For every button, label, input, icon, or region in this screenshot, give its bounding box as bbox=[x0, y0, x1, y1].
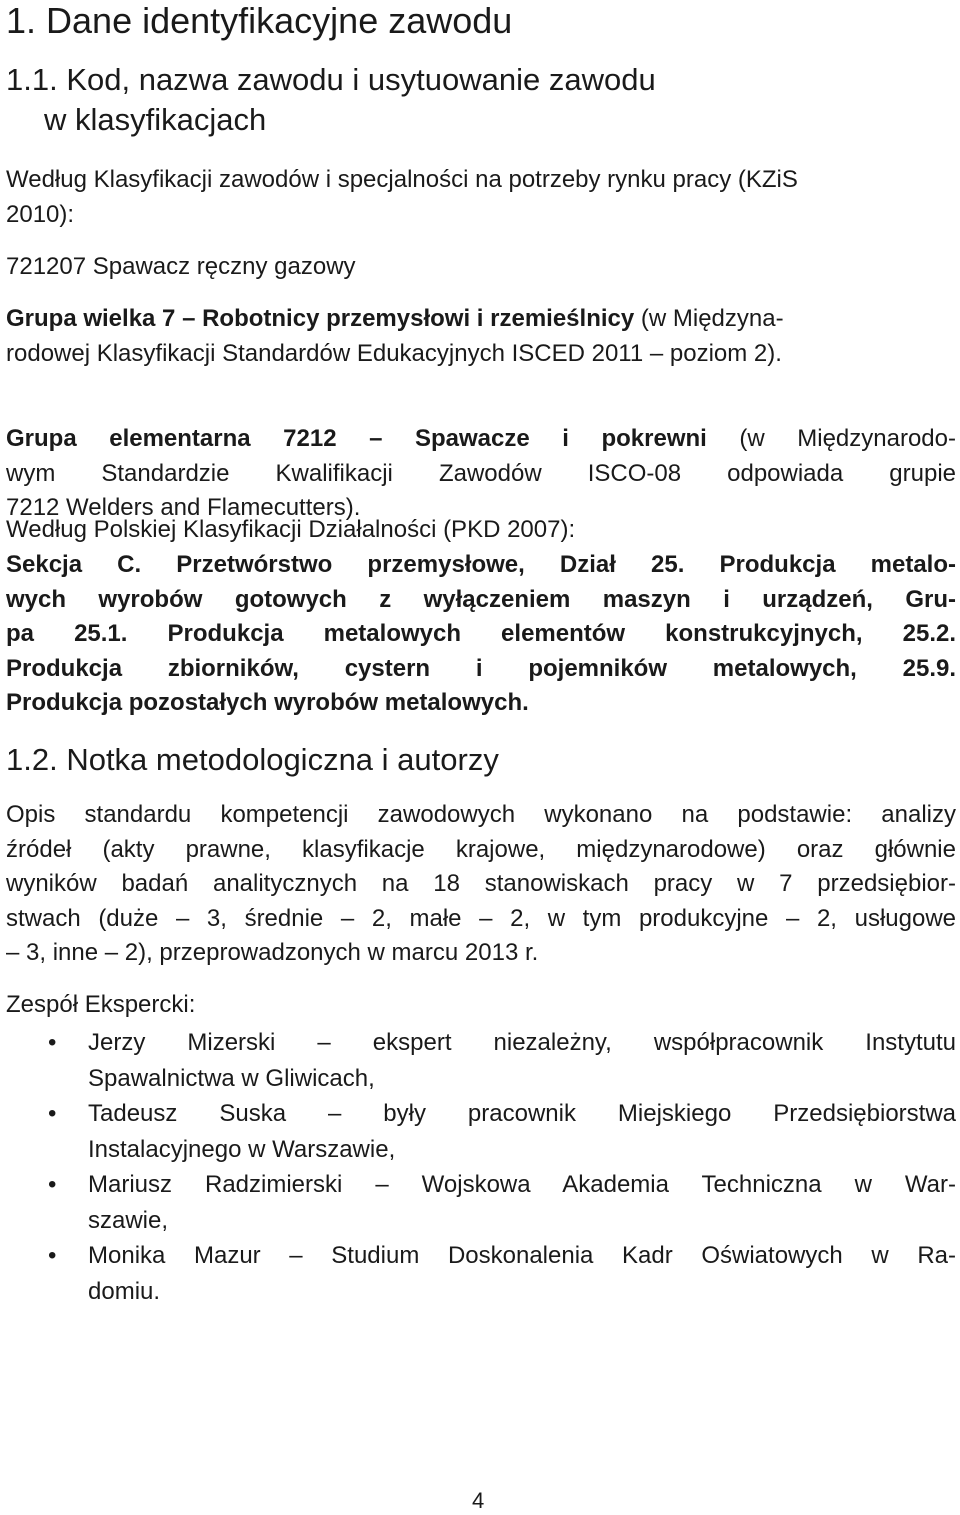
expert-line1: Mariusz Radzimierski – Wojskowa Akademia Techniczna w War- bbox=[88, 1171, 956, 1198]
pkd-line3: pa 25.1. Produkcja metalowych elementów konstrukcyjnych, 25.2. bbox=[6, 620, 956, 647]
expert-line1: Jerzy Mizerski – ekspert niezależny, współpracownik Instytutu bbox=[88, 1029, 956, 1056]
grupa-elementarna-bold: Grupa elementarna 7212 – Spawacze i pokrewni bbox=[6, 425, 707, 452]
expert-line2: szawie, bbox=[88, 1206, 169, 1234]
grupa-elementarna-rest: (w Międzynarodo- bbox=[706, 425, 956, 452]
pkd-intro bbox=[6, 513, 956, 548]
grupa-wielka-line1 bbox=[6, 302, 956, 337]
grupa-elementarna-paragraph bbox=[6, 422, 956, 526]
expert-team-label bbox=[6, 988, 956, 1023]
methodology-line2: źródeł (akty prawne, klasyfikacje krajowe, międzynarodowe) oraz głównie bbox=[6, 835, 956, 863]
methodology-line4: stwach (duże – 3, średnie – 2, małe – 2, w tym produkcyjne – 2, usługowe bbox=[6, 904, 956, 932]
methodology-paragraph bbox=[6, 798, 956, 971]
occupation-code-line: 721207 Spawacz ręczny gazowy bbox=[6, 253, 356, 280]
pkd-line1: Sekcja C. Przetwórstwo przemysłowe, Dział 25. Produkcja metalo- bbox=[6, 551, 956, 578]
chapter-heading: 1. Dane identyfikacyjne zawodu bbox=[6, 0, 513, 41]
expert-line1: Tadeusz Suska – były pracownik Miejskiego Przedsiębiorstwa bbox=[88, 1100, 956, 1127]
kzis-intro-line1: Według Klasyfikacji zawodów i specjalności na potrzeby rynku pracy (KZiS bbox=[6, 166, 798, 193]
pkd-line2: wych wyrobów gotowych z wyłączeniem maszyn i urządzeń, Gru- bbox=[6, 585, 956, 613]
methodology-line1: Opis standardu kompetencji zawodowych wykonano na podstawie: analizy bbox=[6, 801, 956, 828]
bullet-icon: • bbox=[48, 1029, 57, 1056]
section-heading-1-1-line1: 1.1. Kod, nazwa zawodu i usytuowanie zawodu bbox=[6, 62, 656, 97]
grupa-wielka-paragraph bbox=[6, 302, 956, 371]
pkd-line4: Produkcja zbiorników, cystern i pojemników metalowych, 25.9. bbox=[6, 654, 956, 682]
expert-line2: Spawalnictwa w Gliwicach, bbox=[88, 1064, 375, 1092]
page-number: 4 bbox=[472, 1488, 485, 1513]
expert-team-label-text: Zespół Ekspercki: bbox=[6, 991, 196, 1018]
bullet-icon: • bbox=[48, 1171, 57, 1198]
pkd-classification bbox=[6, 548, 956, 721]
grupa-wielka-bold: Grupa wielka 7 – Robotnicy przemysłowi i rzemieślnicy bbox=[6, 305, 635, 332]
grupa-elementarna-line3: 7212 Welders and Flamecutters). bbox=[6, 494, 361, 521]
section-heading-1-1-line2: w klasyfikacjach bbox=[44, 102, 267, 137]
expert-line2: Instalacyjnego w Warszawie, bbox=[88, 1135, 396, 1163]
methodology-line3: wyników badań analitycznych na 18 stanowiskach pracy w 7 przedsiębior- bbox=[6, 870, 956, 897]
pkd-intro-line: Według Polskiej Klasyfikacji Działalności (PKD 2007): bbox=[6, 516, 576, 543]
section-heading-1-2: 1.2. Notka metodologiczna i autorzy bbox=[6, 742, 499, 777]
methodology-line5: – 3, inne – 2), przeprowadzonych w marcu 2013 r. bbox=[6, 939, 539, 966]
expert-line2: domiu. bbox=[88, 1277, 161, 1305]
expert-list bbox=[6, 1025, 956, 1309]
bullet-icon: • bbox=[48, 1242, 57, 1269]
occupation-code bbox=[6, 250, 956, 285]
list-item bbox=[6, 1025, 956, 1096]
pkd-line5: Produkcja pozostałych wyrobów metalowych. bbox=[6, 689, 529, 716]
grupa-wielka-rest: (w Międzyna- bbox=[634, 305, 784, 332]
section-heading-1-1 bbox=[6, 60, 656, 140]
list-item bbox=[6, 1096, 956, 1167]
kzis-intro bbox=[6, 163, 956, 232]
grupa-wielka-line2: rodowej Klasyfikacji Standardów Edukacyjnych ISCED 2011 – poziom 2). bbox=[6, 339, 782, 367]
list-item bbox=[6, 1167, 956, 1238]
list-item bbox=[6, 1238, 956, 1309]
grupa-elementarna-line2: wym Standardzie Kwalifikacji Zawodów ISCO-08 odpowiada grupie bbox=[6, 459, 956, 487]
grupa-elementarna-line1 bbox=[6, 422, 956, 457]
bullet-icon: • bbox=[48, 1100, 57, 1127]
expert-line1: Monika Mazur – Studium Doskonalenia Kadr Oświatowych w Ra- bbox=[88, 1242, 956, 1269]
kzis-intro-line2: 2010): bbox=[6, 200, 75, 228]
